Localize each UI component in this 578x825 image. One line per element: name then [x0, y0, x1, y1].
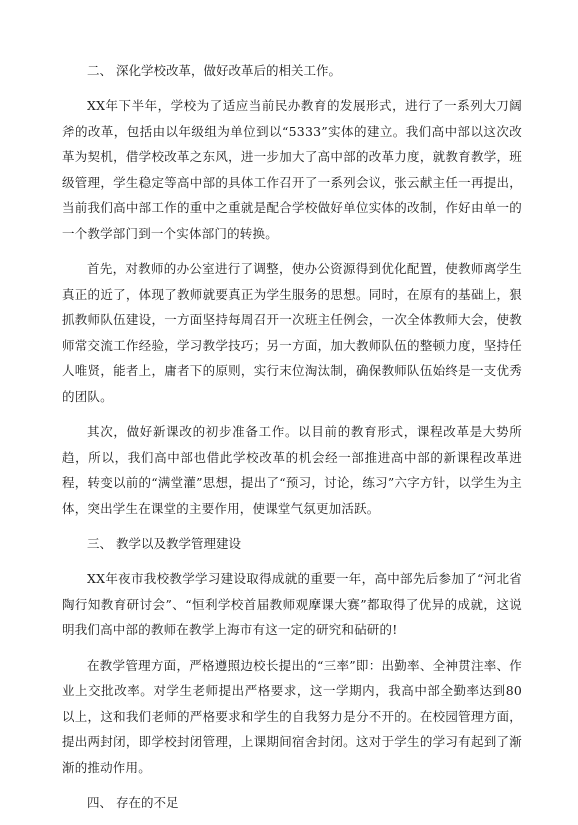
- section-heading-three: 三、 教学以及教学管理建设: [87, 536, 241, 551]
- section-heading-two: 二、 深化学校改革，做好改革后的相关工作。: [87, 63, 341, 78]
- document-body: [62, 58, 522, 825]
- paragraph-teaching-management: 在教学管理方面，严格遵照边校长提出的“三率”即：出勤率、全神贯注率、作业上交批改率。对学生老师提出严格要求，这一学期内，我高中部全勤率达到80以上，这和我们老师的严格要求和学生的自我努力是分不开的。在校园管理方面，提出两封闭，即学校封闭管理，上课期间宿舍封闭。这对于学生的学习有起到了渐渐的推动作用。: [62, 657, 522, 775]
- paragraph-office-adjustment: 首先，对教师的办公室进行了调整，使办公资源得到优化配置，使教师离学生真正的近了，体现了教师就要真正为学生服务的思想。同时，在原有的基础上，狠抓教师队伍建设，一方面坚持每周召开一次班主任例会，一次全体教师大会，使教师常交流工作经验，学习教学技巧；另一方面，加大教师队伍的整顿力度，坚持任人唯贤，能者上，庸者下的原则，实行末位淘汰制，确保教师队伍始终是一支优秀的团队。: [62, 261, 522, 404]
- paragraph-reform-overview: XX年下半年，学校为了适应当前民办教育的发展形式，进行了一系列大刀阔斧的改革，包括由以年级组为单位到以“5333”实体的建立。我们高中部以这次改革为契机，借学校改革之东风，进一步加大了高中部的改革力度，就教育教学，班级管理，学生稳定等高中部的具体工作召开了一系列会议，张云献主任一再提出，当前我们高中部工作的重中之重就是配合学校做好单位实体的改制，作好由单一的一个教学部门到一个实体部门的转换。: [62, 98, 522, 241]
- paragraph-teaching-achievements: XX年夜市我校教学学习建设取得成就的重要一年，高中部先后参加了“河北省陶行知教育研讨会”、“恒利学校首届教师观摩课大赛”都取得了优异的成就，这说明我们高中部的教师在教学上海市有这一定的研究和砧研的!: [62, 571, 522, 637]
- section-heading-four: 四、 存在的不足: [87, 795, 179, 810]
- paragraph-curriculum-reform: 其次，做好新课改的初步准备工作。以目前的教育形式，课程改革是大势所趋，所以，我们高中部也借此学校改革的机会经一部推进高中部的新课程改革进程，转变以前的“满堂灌”思想，提出了“预习，讨论，练习”六字方针，以学生为主体，突出学生在课堂的主要作用，使课堂气氛更加活跃。: [62, 424, 522, 516]
